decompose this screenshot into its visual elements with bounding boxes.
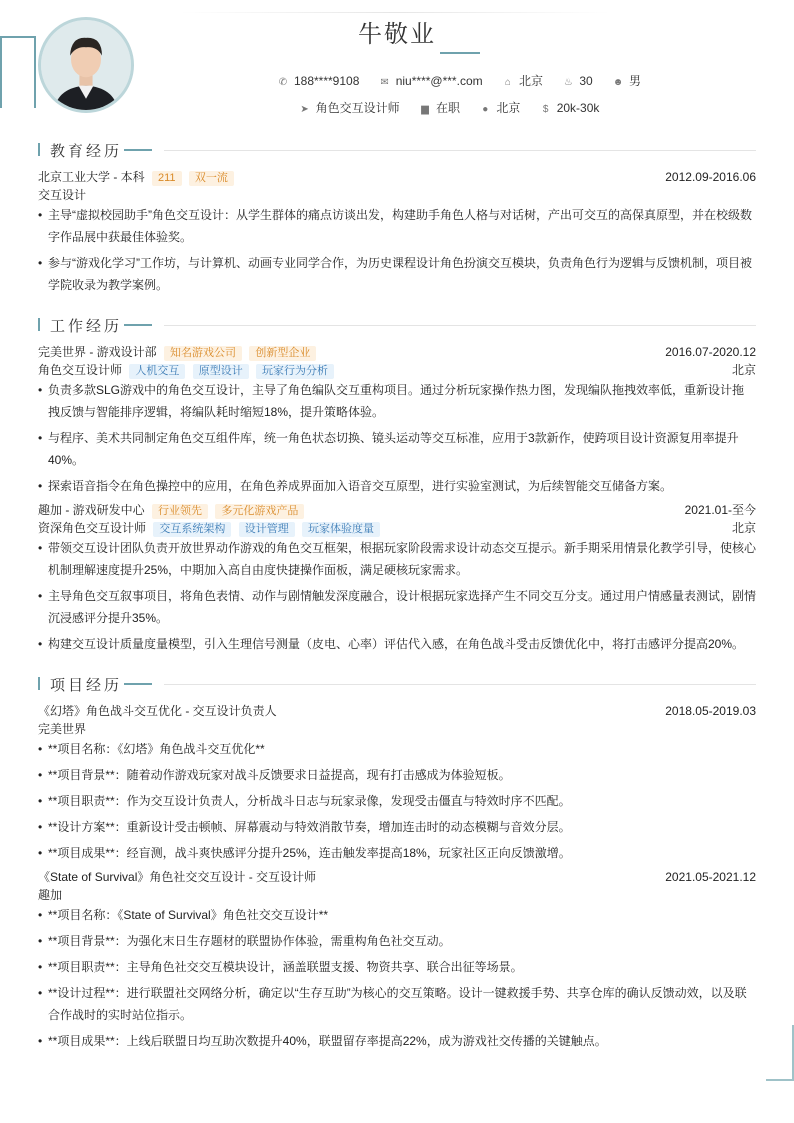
work-bullet: • 负责多款SLG游戏中的角色交互设计，主导了角色编队交互重构项目。通过分析玩家操作热力图，发现编队拖拽效率低，重新设计拖拽反馈与智能排序逻辑，将编队耗时缩短18%，提升策略体验。 bbox=[38, 379, 756, 423]
project-bullet: • **项目名称：《State of Survival》角色社交交互设计** bbox=[38, 904, 756, 926]
project-bullet: • **项目成果**：上线后联盟日均互助次数提升40%，联盟留存率提高22%，成为游戏社交传播的关键触点。 bbox=[38, 1030, 756, 1052]
phone-icon: ✆ bbox=[278, 77, 288, 88]
project-bullet: • **设计过程**：进行联盟社交网络分析，确定以“生存互助”为核心的交互策略。设计一键救援手势、共享仓库的确认反馈动效，以及联合作战时的实时站位指示。 bbox=[38, 982, 756, 1026]
location-icon: ● bbox=[482, 104, 489, 115]
skill-tag: 设计管理 bbox=[239, 522, 295, 537]
school-tag: 双一流 bbox=[189, 171, 234, 186]
major: 交互设计 bbox=[38, 188, 87, 202]
work-entry bbox=[38, 343, 756, 501]
work-bullet: • 探索语音指令在角色操控中的应用，在角色养成界面加入语音交互原型，进行实验室测试，为后续智能交互储备方案。 bbox=[38, 475, 756, 497]
contact-city: ⌂ 北京 bbox=[502, 72, 543, 89]
job-intent-row bbox=[0, 99, 794, 116]
work-location: 北京 bbox=[731, 363, 756, 377]
project-title: 《State of Survival》角色社交交互设计 - 交互设计师 bbox=[38, 870, 317, 884]
job-title: 资深角色交互设计师 bbox=[38, 521, 147, 535]
project-bullet: • **项目背景**：为强化末日生存题材的联盟协作体验，需重构角色社交互动。 bbox=[38, 930, 756, 952]
company-tag: 创新型企业 bbox=[249, 346, 316, 361]
home-icon: ⌂ bbox=[504, 77, 511, 88]
candidate-name: 牛敬业 bbox=[358, 21, 436, 48]
work-bullet: • 带领交互设计团队负责开放世界动作游戏的角色交互框架，根据玩家阶段需求设计动态交互提示。新手期采用情景化教学引导，使核心机制理解速度提升25%，中期加入高自由度快捷操作面板，满足硬核玩家需求。 bbox=[38, 537, 756, 581]
work-date: 2016.07-2020.12 bbox=[665, 345, 756, 359]
education-bullet: • 参与“游戏化学习”工作坊，与计算机、动画专业同学合作，为历史课程设计角色扮演交互模块，负责角色行为逻辑与反馈机制，项目被学院收录为教学案例。 bbox=[38, 252, 756, 296]
corner-decoration-bottom-right bbox=[766, 1025, 794, 1081]
skill-tag: 交互系统架构 bbox=[153, 522, 231, 537]
project-company: 趣加 bbox=[38, 888, 63, 902]
project-entry bbox=[38, 702, 756, 868]
project-bullet: • **设计方案**：重新设计受击顿帧、屏幕震动与特效消散节奏，增加连击时的动态模糊与音效分层。 bbox=[38, 816, 756, 838]
gender-icon: ☻ bbox=[612, 77, 624, 88]
contact-email: ✉ niu****@***.com bbox=[380, 74, 483, 88]
section-work-title: 工作经历 bbox=[38, 315, 756, 335]
project-bullet: • **项目背景**：随着动作游戏玩家对战斗反馈要求日益提高，现有打击感成为体验短板。 bbox=[38, 764, 756, 786]
project-bullet: • **项目名称：《幻塔》角色战斗交互优化** bbox=[38, 738, 756, 760]
cake-icon: ♨ bbox=[563, 77, 573, 88]
work-bullet: • 主导角色交互叙事项目，将角色表情、动作与剧情触发深度融合，设计根据玩家选择产生不同交互分支。通过用户情感量表测试，剧情沉浸感评分提升35%。 bbox=[38, 585, 756, 629]
contact-phone: ✆ 188****9108 bbox=[278, 74, 360, 88]
project-bullet: • **项目成果**：经盲测，战斗爽快感评分提升25%，连击触发率提高18%，玩家社区正向反馈激增。 bbox=[38, 842, 756, 864]
job-title: 角色交互设计师 bbox=[38, 363, 123, 377]
project-entry bbox=[38, 868, 756, 1056]
contact-age: ♨ 30 bbox=[563, 74, 593, 88]
work-entry bbox=[38, 501, 756, 659]
school-tag: 211 bbox=[152, 171, 182, 186]
company-tag: 多元化游戏产品 bbox=[215, 504, 304, 519]
skill-tag: 原型设计 bbox=[193, 364, 249, 379]
skill-tag: 玩家体验度量 bbox=[302, 522, 380, 537]
work-date: 2021.01-至今 bbox=[684, 503, 756, 517]
education-entry bbox=[38, 168, 756, 300]
briefcase-icon: ▆ bbox=[421, 104, 429, 115]
money-icon: $ bbox=[542, 104, 549, 115]
project-bullet: • **项目职责**：作为交互设计负责人，分析战斗日志与玩家录像，发现受击僵直与特效时序不匹配。 bbox=[38, 790, 756, 812]
top-divider bbox=[180, 12, 610, 13]
work-bullet: • 与程序、美术共同制定角色交互组件库，统一角色状态切换、镜头运动等交互标准，应用于3款新作，使跨项目设计资源复用率提升40%。 bbox=[38, 427, 756, 471]
send-icon: ➤ bbox=[300, 104, 309, 115]
company-tag: 行业领先 bbox=[152, 504, 208, 519]
name-underline bbox=[440, 52, 480, 54]
section-projects-title: 项目经历 bbox=[38, 674, 756, 694]
project-company: 完美世界 bbox=[38, 722, 87, 736]
project-bullet: • **项目职责**：主导角色社交交互模块设计，涵盖联盟支援、物资共享、联合出征等场景。 bbox=[38, 956, 756, 978]
section-education-title: 教育经历 bbox=[38, 140, 756, 160]
intent-salary: $ 20k-30k bbox=[540, 101, 600, 115]
intent-position: ➤ 角色交互设计师 bbox=[300, 101, 400, 115]
company-name: 趣加 - 游戏研发中心 bbox=[38, 503, 145, 517]
company-tag: 知名游戏公司 bbox=[164, 346, 242, 361]
contact-row bbox=[0, 72, 794, 89]
contact-gender: ☻ 男 bbox=[612, 74, 642, 88]
project-date: 2018.05-2019.03 bbox=[665, 704, 756, 718]
education-bullet: • 主导“虚拟校园助手”角色交互设计：从学生群体的痛点访谈出发，构建助手角色人格与对话树，产出可交互的高保真原型，并在校级数字作品展中获最佳体验奖。 bbox=[38, 204, 756, 248]
education-date: 2012.09-2016.06 bbox=[665, 170, 756, 184]
project-date: 2021.05-2021.12 bbox=[665, 870, 756, 884]
intent-location: ● 北京 bbox=[479, 99, 520, 116]
work-bullet: • 构建交互设计质量度量模型，引入生理信号测量（皮电、心率）评估代入感，在角色战斗受击反馈优化中，将打击感评分提高20%。 bbox=[38, 633, 756, 655]
mail-icon: ✉ bbox=[380, 77, 389, 88]
project-title: 《幻塔》角色战斗交互优化 - 交互设计负责人 bbox=[38, 704, 277, 718]
skill-tag: 人机交互 bbox=[129, 364, 185, 379]
intent-status: ▆ 在职 bbox=[419, 99, 460, 116]
work-location: 北京 bbox=[731, 521, 756, 535]
skill-tag: 玩家行为分析 bbox=[256, 364, 334, 379]
company-name: 完美世界 - 游戏设计部 bbox=[38, 345, 157, 359]
school-name: 北京工业大学 - 本科 bbox=[38, 170, 145, 184]
